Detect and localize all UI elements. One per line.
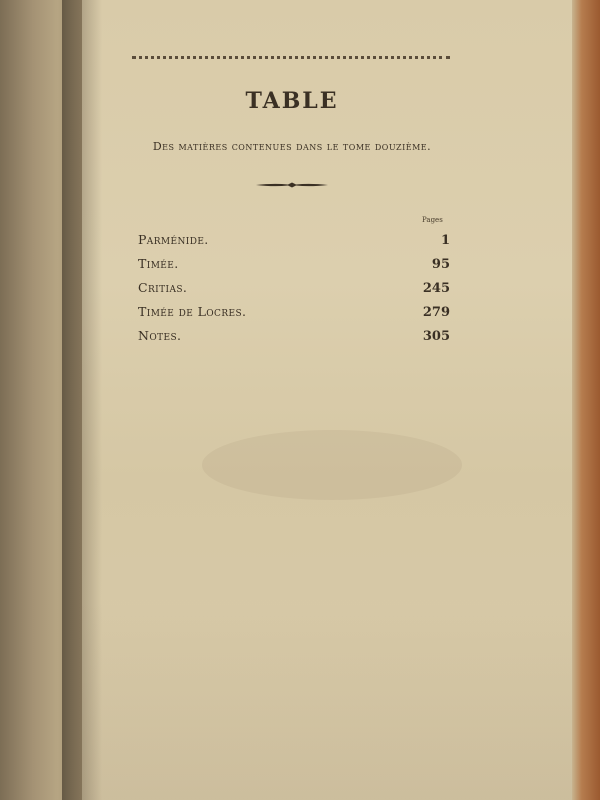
toc-entry [138, 328, 450, 352]
table-of-contents [138, 232, 450, 352]
toc-entry-title: Critias. [138, 280, 188, 295]
toc-entry [138, 256, 450, 280]
page-title: TABLE [245, 88, 339, 114]
pages-column-label: Pages [422, 216, 443, 224]
ornament-rule-icon [256, 180, 328, 190]
toc-entry-title: Notes. [138, 328, 182, 343]
toc-entry-title: Timée de Locres. [138, 304, 247, 319]
page-content [82, 0, 582, 800]
toc-entry [138, 232, 450, 256]
toc-entry-page: 95 [431, 257, 450, 272]
page-subtitle: Des matières contenues dans le tome douzième. [152, 140, 432, 153]
toc-entry-page: 305 [422, 329, 450, 344]
toc-entry-title: Parménide. [138, 232, 209, 247]
toc-entry [138, 280, 450, 304]
toc-entry-page: 1 [440, 233, 450, 248]
toc-entry [138, 304, 450, 328]
toc-entry-page: 245 [422, 281, 450, 296]
toc-entry-page: 279 [422, 305, 450, 320]
dotted-rule [132, 56, 450, 59]
toc-entry-title: Timée. [138, 256, 179, 271]
